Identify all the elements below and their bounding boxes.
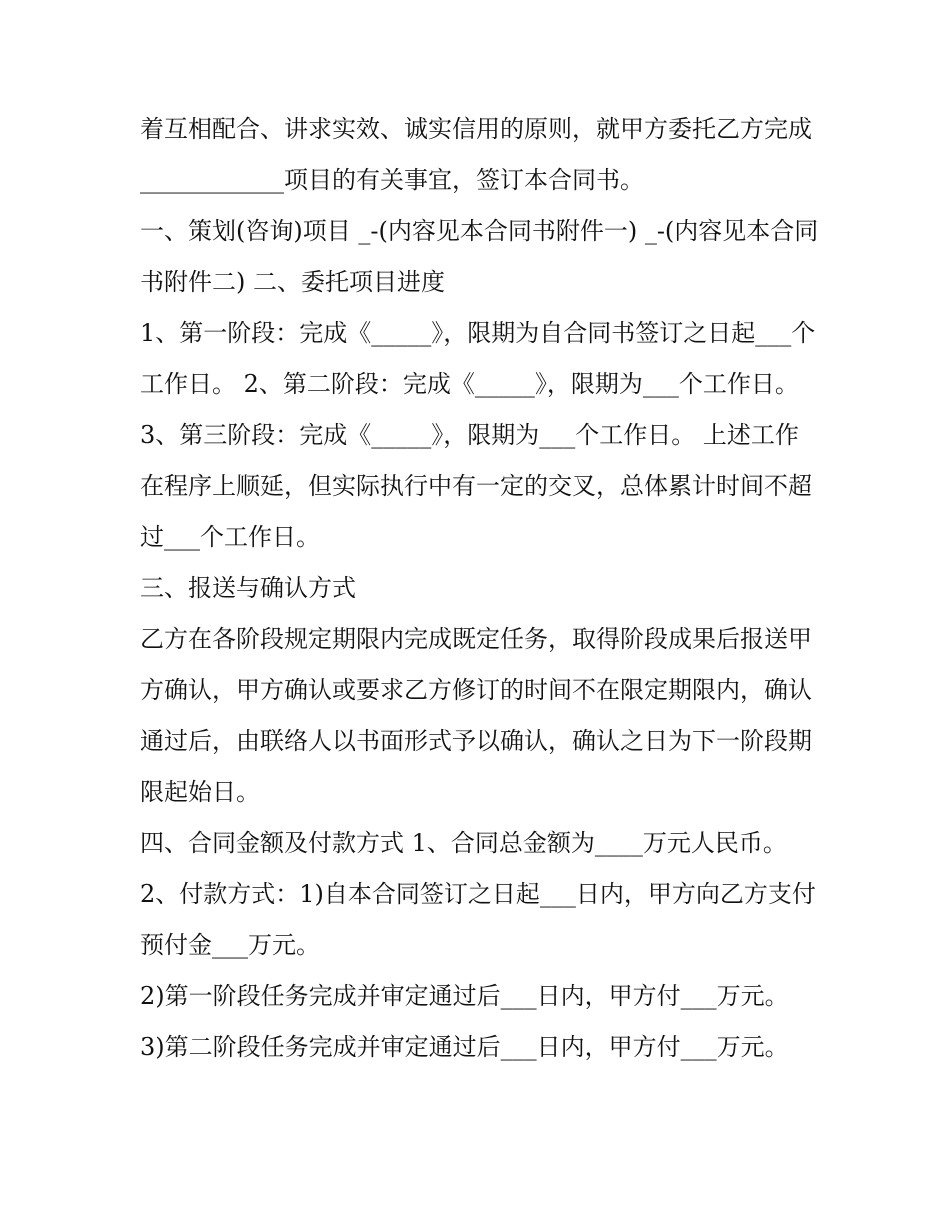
paragraph-section-one: 一、策划(咨询)项目 _-(内容见本合同书附件一) _-(内容见本合同书附件二) 二、委托项目进度 [140,217,819,296]
paragraph-stage-three: 3、第三阶段：完成《_____》，限期为___个工作日。 上述工作在程序上顺延，但实际执行中有一定的交叉，总体累计时间不超过___个工作日。 [140,421,812,551]
paragraph-stages-one-two: 1、第一阶段：完成《_____》，限期为自合同书签订之日起___个工作日。 2、第二阶段：完成《_____》，限期为___个工作日。 [140,319,816,398]
paragraph-section-four: 四、合同金额及付款方式 1、合同总金额为____万元人民币。 [140,829,787,857]
heading-section-three: 三、报送与确认方式 [140,574,356,602]
paragraph-payment-method: 2、付款方式：1)自本合同签订之日起___日内，甲方向乙方支付预付金___万元。 [140,880,816,959]
paragraph-principles: 着互相配合、讲求实效、诚实信用的原则，就甲方委托乙方完成____________项目的有关事宜，签订本合同书。 [140,115,812,194]
paragraph-confirmation: 乙方在各阶段规定期限内完成既定任务，取得阶段成果后报送甲方确认，甲方确认或要求乙方修订的时间不在限定期限内，确认通过后，由联络人以书面形式予以确认，确认之日为下一阶段期限起始日。 [140,625,812,806]
paragraph-payment-stage-two: 3)第二阶段任务完成并审定通过后___日内，甲方付___万元。 [140,1033,789,1061]
document-body [140,104,820,1073]
paragraph-payment-stage-one: 2)第一阶段任务完成并审定通过后___日内，甲方付___万元。 [140,982,789,1010]
